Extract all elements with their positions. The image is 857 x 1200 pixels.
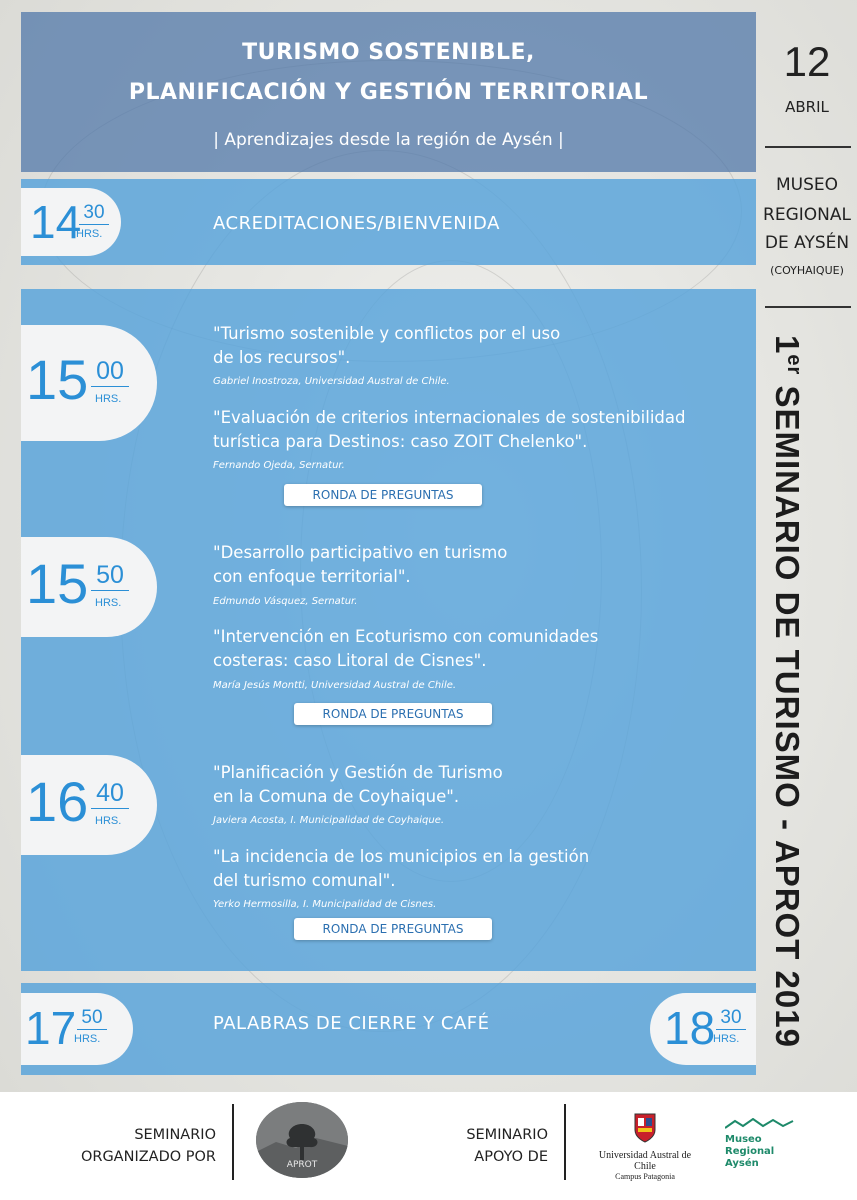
time-pill [21,325,157,441]
time-pill [21,188,121,256]
venue-line-3: DE AYSÉN [764,233,850,253]
questions-round-button[interactable]: RONDA DE PREGUNTAS [294,703,492,725]
talk-title-line: "Evaluación de criterios internacionales de sostenibilidad [213,408,686,427]
organized-line: ORGANIZADO POR [80,1149,216,1165]
aprot-logo-text: APROT [286,1160,318,1170]
time-hour: 15 [26,552,89,615]
subtitle: | Aprendizajes desde la región de Aysén | [213,130,564,150]
aprot-logo [256,1102,348,1178]
time-minute: 50 [77,1007,107,1030]
talk-title [213,761,753,809]
time-hour: 16 [26,770,89,833]
support-line: APOYO DE [474,1149,548,1165]
museo-name-line: Aysén [725,1158,759,1169]
time-hour: 14 [30,196,82,248]
uach-crest-icon [633,1112,657,1144]
event-month: ABRIL [785,98,829,116]
event-day: 12 [783,38,831,85]
end-time-pill [650,993,756,1065]
talk-title [213,541,753,589]
footer-divider [564,1104,566,1180]
time-hrs-label: HRS. [713,1033,740,1045]
time-minute: 40 [91,779,129,809]
talk-author: Edmundo Vásquez, Sernatur. [213,596,358,607]
venue-line-1: MUSEO [775,175,839,195]
talk-author: Yerko Hermosilla, I. Municipalidad de Cisnes. [213,899,437,910]
time-minute: 50 [91,561,129,591]
end-time-minute: 30 [716,1007,746,1030]
venue-city: (COYHAIQUE) [770,264,844,277]
organized-by-text [40,1124,216,1168]
time-minute: 30 [79,202,109,225]
event-ordinal-sup: er [783,354,805,376]
talk-title [213,406,753,454]
talk-title [213,625,753,673]
time-hrs-label: HRS. [95,597,122,609]
end-time-hour: 18 [664,1002,716,1054]
support-line: SEMINARIO [466,1127,548,1143]
talk-author: Javiera Acosta, I. Municipalidad de Coyhaique. [213,815,445,826]
organized-line: SEMINARIO [134,1127,216,1143]
time-minute: 00 [91,357,129,387]
time-hrs-label: HRS. [74,1033,101,1045]
support-by-text [392,1124,548,1168]
talk-title-line: "Turismo sostenible y conflictos por el uso [213,324,561,343]
time-pill [21,755,157,855]
event-ordinal: 1 [769,335,806,355]
talk-title [213,845,753,893]
time-hour: 17 [25,1002,77,1054]
time-pill [21,537,157,637]
museo-name-line: Regional [725,1146,775,1157]
time-hrs-label: HRS. [95,815,122,827]
talk-title-line: de los recursos". [213,348,351,367]
talk-title-line: turística para Destinos: caso ZOIT Chelenko". [213,432,588,451]
questions-round-button[interactable]: RONDA DE PREGUNTAS [294,918,492,940]
talk-title-line: "Planificación y Gestión de Turismo [213,763,503,782]
museo-logo [725,1115,815,1175]
talk-author: Fernando Ojeda, Sernatur. [213,460,345,471]
talk-title-line: "Desarrollo participativo en turismo [213,543,508,562]
time-hrs-label: HRS. [76,228,103,240]
talk-title-line: "La incidencia de los municipios en la gestión [213,847,590,866]
time-hour: 15 [26,348,89,411]
museo-name-line: Museo [725,1134,762,1145]
talk-title-line: con enfoque territorial". [213,567,411,586]
sidebar-divider [765,146,851,148]
welcome-title: ACREDITACIONES/BIENVENIDA [213,213,500,234]
header-banner [21,12,756,172]
uach-logo [590,1112,700,1181]
closing-title: PALABRAS DE CIERRE Y CAFÉ [213,1013,490,1034]
talk-author: Gabriel Inostroza, Universidad Austral de Chile. [213,376,450,387]
uach-name: Universidad Austral de Chile [598,1150,692,1172]
uach-campus: Campus Patagonia [615,1172,675,1181]
sidebar-divider [765,306,851,308]
talk-title-line: "Intervención en Ecoturismo con comunidades [213,627,599,646]
talk-title-line: en la Comuna de Coyhaique". [213,787,460,806]
mountains-icon [725,1118,795,1130]
title-line-2: PLANIFICACIÓN Y GESTIÓN TERRITORIAL [128,80,649,105]
time-hrs-label: HRS. [95,393,122,405]
talk-title-line: costeras: caso Litoral de Cisnes". [213,651,487,670]
talk-title [213,322,753,370]
footer-divider [232,1104,234,1180]
title-line-1: TURISMO SOSTENIBLE, [242,40,535,65]
time-pill [21,993,133,1065]
event-title: SEMINARIO DE TURISMO - APROT 2019 [769,385,806,1048]
welcome-band [21,179,756,265]
talk-author: María Jesús Montti, Universidad Austral de Chile. [213,680,457,691]
questions-round-button[interactable]: RONDA DE PREGUNTAS [284,484,482,506]
closing-band [21,983,756,1075]
talk-title-line: del turismo comunal". [213,871,396,890]
venue-line-2: REGIONAL [763,205,851,225]
